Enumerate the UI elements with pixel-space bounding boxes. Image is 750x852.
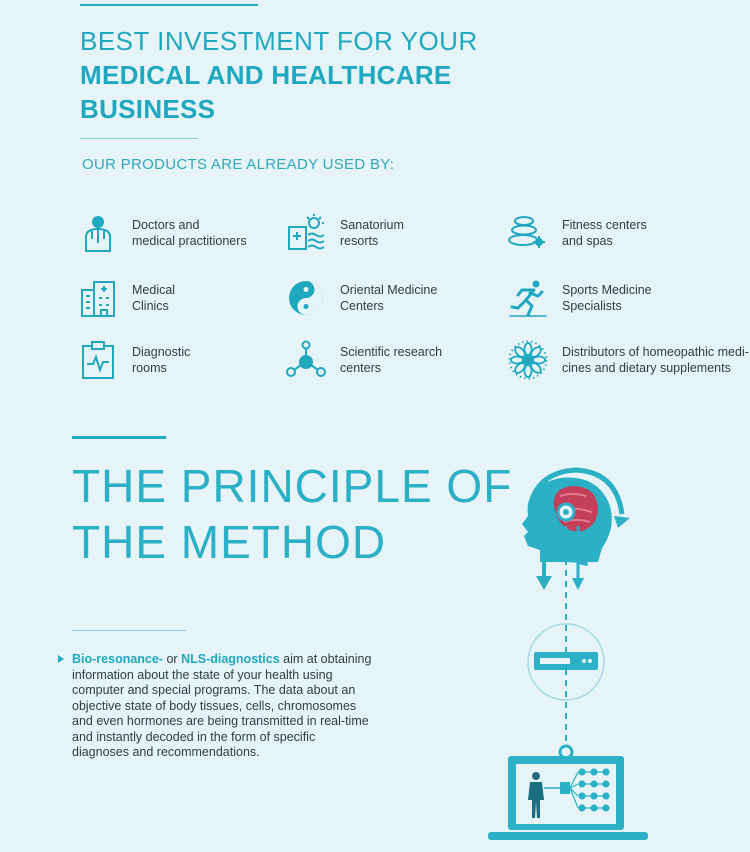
heading-bold [80, 58, 452, 126]
principle-line-2: THE METHOD [72, 516, 387, 568]
product-label-line1: Scientific research [340, 345, 443, 359]
product-item-diagnostic [78, 340, 302, 380]
device-icon [528, 624, 604, 700]
heading-line-1: BEST INVESTMENT FOR YOUR [80, 26, 478, 56]
top-divider [80, 4, 258, 6]
product-label-line1: Sports Medicine [562, 283, 652, 297]
yin-yang-icon [286, 278, 326, 318]
molecule-icon [286, 340, 326, 380]
runner-icon [508, 278, 548, 318]
product-label [562, 344, 750, 376]
principle-line-1: THE PRINCIPLE OF [72, 460, 513, 512]
description-divider [72, 630, 186, 631]
product-label [340, 217, 510, 249]
method-description [72, 652, 372, 761]
product-item-sanatorium [286, 213, 510, 253]
principle-divider [72, 436, 166, 439]
head-brain-icon [522, 470, 630, 566]
method-illustration [480, 466, 680, 850]
product-label [132, 282, 302, 314]
product-label-line2: Centers [340, 299, 384, 313]
product-label-line2: Clinics [132, 299, 169, 313]
product-label-line1: Medical [132, 283, 176, 297]
product-label-line2: cines and dietary supplements [562, 361, 731, 375]
heading-line-2: MEDICAL AND HEALTHCARE [80, 60, 452, 90]
product-item-distributors [508, 340, 750, 380]
product-label-line2: Specialists [562, 299, 622, 313]
product-label-line1: Distributors of homeopathic medi- [562, 345, 749, 359]
product-label-line1: Doctors and [132, 218, 200, 232]
laptop-icon [488, 746, 648, 840]
doctor-icon [78, 213, 118, 253]
flower-icon [508, 340, 548, 380]
product-label [132, 217, 302, 249]
product-label-line1: Fitness centers [562, 218, 647, 232]
bullet-arrow-icon [58, 655, 64, 663]
term-nls-diagnostics: NLS-diagnostics [181, 652, 280, 666]
product-label [562, 217, 732, 249]
product-label-line1: Oriental Medicine [340, 283, 438, 297]
spa-stones-icon [508, 213, 548, 253]
product-label-line2: resorts [340, 234, 379, 248]
product-label [340, 344, 510, 376]
product-label-line2: medical practitioners [132, 234, 247, 248]
product-label [132, 344, 302, 376]
product-label-line2: and spas [562, 234, 613, 248]
products-heading: OUR PRODUCTS ARE ALREADY USED BY: [82, 156, 395, 173]
product-label-line1: Sanatorium [340, 218, 404, 232]
product-label-line2: rooms [132, 361, 167, 375]
product-item-clinics [78, 278, 302, 318]
product-item-sports [508, 278, 732, 318]
heading-line-3: BUSINESS [80, 94, 216, 124]
product-item-doctors [78, 213, 302, 253]
product-label [562, 282, 732, 314]
product-item-fitness [508, 213, 732, 253]
diagnostic-clipboard-icon [78, 340, 118, 380]
principle-title [72, 458, 512, 570]
product-label-line2: centers [340, 361, 381, 375]
product-label-line1: Diagnostic [132, 345, 191, 359]
heading-underline [80, 138, 198, 139]
term-connector: or [163, 652, 182, 666]
product-item-research [286, 340, 510, 380]
clinic-building-icon [78, 278, 118, 318]
description-text: aim at obtaining information about the state of your health using computer and special programs. The data about an objective state of body tissues, cells, chromosomes and even hormones are being transmitted in real-time and instantly decoded in the form of specific diagnoses and recommendations. [72, 652, 372, 759]
term-bio-resonance: Bio-resonance- [72, 652, 163, 666]
product-label [340, 282, 510, 314]
product-item-oriental [286, 278, 510, 318]
sanatorium-icon [286, 213, 326, 253]
